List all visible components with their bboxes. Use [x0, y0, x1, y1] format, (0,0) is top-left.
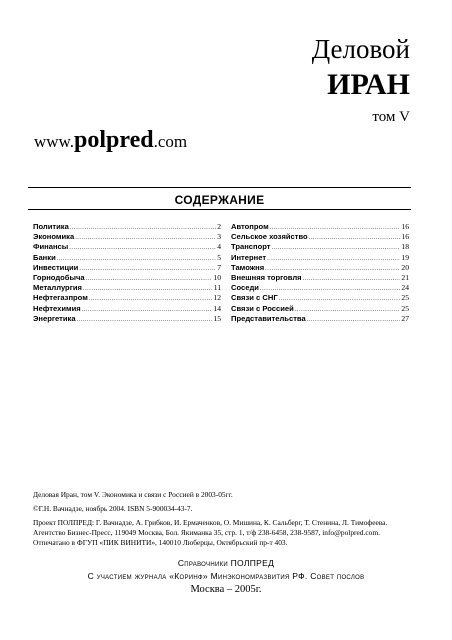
toc-entry[interactable] — [33, 304, 221, 314]
toc-leader-dots — [279, 294, 401, 303]
toc-entry-page: 14 — [213, 303, 221, 313]
website-name: polpred — [73, 127, 154, 153]
toc-entry-page: 7 — [217, 262, 221, 272]
toc-entry-page: 10 — [213, 272, 221, 282]
toc-entry-title: Связи с СНГ — [231, 293, 278, 303]
toc-entry-page: 15 — [213, 313, 221, 323]
toc-entry[interactable] — [231, 314, 409, 324]
toc-entry-page: 25 — [401, 303, 409, 313]
toc-entry-title: Политика — [33, 222, 69, 231]
imprint-line-4: Агентство Бизнес-Пресс, 119049 Москва, Бол. Якиманка 35, стр. 1, т/ф 238-6458, 238-9587, info@polpred.com. — [33, 528, 380, 537]
toc-entry-page: 18 — [401, 242, 409, 252]
toc-entry-title: Банки — [33, 252, 56, 262]
toc-entry-page: 2 — [217, 222, 221, 231]
imprint-line-2: ©Г.Н. Вачнадзе, ноябрь 2004. ISBN 5-900034-43-7. — [33, 504, 193, 513]
toc-entry-page: 11 — [213, 283, 221, 293]
toc-entry[interactable] — [33, 253, 221, 263]
toc-entry[interactable] — [33, 263, 221, 273]
toc-entry-title: Нефтегазпром — [33, 293, 88, 303]
toc-leader-dots — [270, 223, 401, 232]
toc-entry-title: Таможня — [231, 262, 265, 272]
toc-entry-page: 5 — [217, 252, 221, 262]
toc-left-column — [33, 222, 221, 324]
website-link[interactable] — [34, 128, 187, 154]
toc-leader-dots — [70, 223, 216, 232]
toc-entry[interactable] — [33, 283, 221, 293]
toc-entry-page: 12 — [213, 293, 221, 303]
toc-leader-dots — [57, 254, 216, 263]
toc-entry-title: Энергетика — [33, 313, 76, 323]
title-line-1: Деловой — [311, 34, 410, 64]
website-suffix: .com — [153, 132, 188, 151]
volume-label: том V — [372, 109, 410, 125]
toc-entry-page: 20 — [401, 262, 409, 272]
toc-leader-dots — [77, 315, 213, 324]
toc-entry-title: Финансы — [33, 242, 69, 252]
toc-leader-dots — [272, 243, 401, 252]
title-line-2: ИРАН — [327, 68, 410, 101]
toc-entry-title: Соседи — [231, 283, 259, 293]
toc-entry-page: 16 — [401, 222, 409, 231]
toc-entry[interactable] — [231, 273, 409, 283]
toc-entry[interactable] — [33, 314, 221, 324]
toc-leader-dots — [309, 233, 401, 242]
toc-entry[interactable] — [33, 222, 221, 232]
toc-leader-dots — [75, 233, 216, 242]
toc-entry-title: Металлургия — [33, 283, 82, 293]
toc-entry[interactable] — [231, 222, 409, 232]
toc-entry-title: Нефтехимия — [33, 303, 81, 313]
toc-leader-dots — [265, 264, 400, 273]
imprint-line-5: Отпечатано в ФГУП «ПИК ВИНИТИ», 140010 Люберцы, Октябрьский пр-т 403. — [33, 538, 288, 547]
toc-entry[interactable] — [33, 293, 221, 303]
toc-entry[interactable] — [33, 242, 221, 252]
toc-entry-title: Инвестиции — [33, 262, 79, 272]
toc-entry[interactable] — [231, 283, 409, 293]
toc-entry-title: Внешняя торговля — [231, 272, 302, 282]
city-year: Москва – 2005г. — [190, 584, 262, 595]
toc-leader-dots — [267, 254, 400, 263]
imprint-line-3: Проект ПОЛПРЕД: Г. Вачнадзе, А. Грибков, И. Ермаченков, О. Мишина, К. Сальберг, Т. Стенина, Л. Тимофеева. — [33, 518, 388, 527]
toc-entry-title: Горнодобыча — [33, 272, 85, 282]
toc-entry[interactable] — [231, 263, 409, 273]
toc-entry-page: 27 — [401, 313, 409, 323]
toc-leader-dots — [69, 243, 216, 252]
toc-leader-dots — [260, 284, 400, 293]
toc-leader-dots — [83, 284, 213, 293]
toc-leader-dots — [86, 274, 213, 283]
toc-entry-page: 4 — [217, 242, 221, 252]
toc-entry-title: Автопром — [231, 222, 269, 231]
toc-entry-page: 19 — [401, 252, 409, 262]
toc-entry[interactable] — [231, 293, 409, 303]
toc-leader-dots — [82, 305, 213, 314]
toc-leader-dots — [79, 264, 216, 273]
toc-right-column — [231, 222, 409, 324]
heading-rule-bottom — [28, 209, 411, 210]
toc-entry-title: Интернет — [231, 252, 267, 262]
toc-entry-title: Экономика — [33, 232, 75, 242]
series-name: Справочники ПОЛПРЕД — [177, 558, 275, 568]
toc-entry-title: Связи с Россией — [231, 303, 294, 313]
toc-leader-dots — [89, 294, 213, 303]
toc-entry-page: 25 — [401, 293, 409, 303]
partners-line: С участием журнала «Коринф» Минэкономразвития РФ. Совет послов — [87, 571, 365, 581]
toc-entry[interactable] — [33, 273, 221, 283]
toc-entry[interactable] — [231, 232, 409, 242]
toc-leader-dots — [295, 305, 401, 314]
toc-entry-page: 21 — [401, 272, 409, 282]
website-prefix: www. — [34, 132, 74, 151]
toc-entry-title: Сельское хозяйство — [231, 232, 308, 242]
heading-rule-top — [28, 187, 411, 188]
toc-entry-title: Представительства — [231, 313, 306, 323]
toc-entry[interactable] — [231, 242, 409, 252]
toc-leader-dots — [307, 315, 401, 324]
toc-entry-page: 16 — [401, 232, 409, 242]
toc-entry-page: 24 — [401, 283, 409, 293]
toc-entry[interactable] — [231, 253, 409, 263]
contents-heading: СОДЕРЖАНИЕ — [174, 193, 265, 207]
toc-entry-page: 3 — [217, 232, 221, 242]
toc-leader-dots — [303, 274, 401, 283]
imprint-line-1: Деловая Иран, том V. Экономика и связи с Россией в 2003-05гг. — [33, 490, 233, 499]
toc-entry[interactable] — [231, 304, 409, 314]
toc-entry[interactable] — [33, 232, 221, 242]
toc-entry-title: Транспорт — [231, 242, 271, 252]
